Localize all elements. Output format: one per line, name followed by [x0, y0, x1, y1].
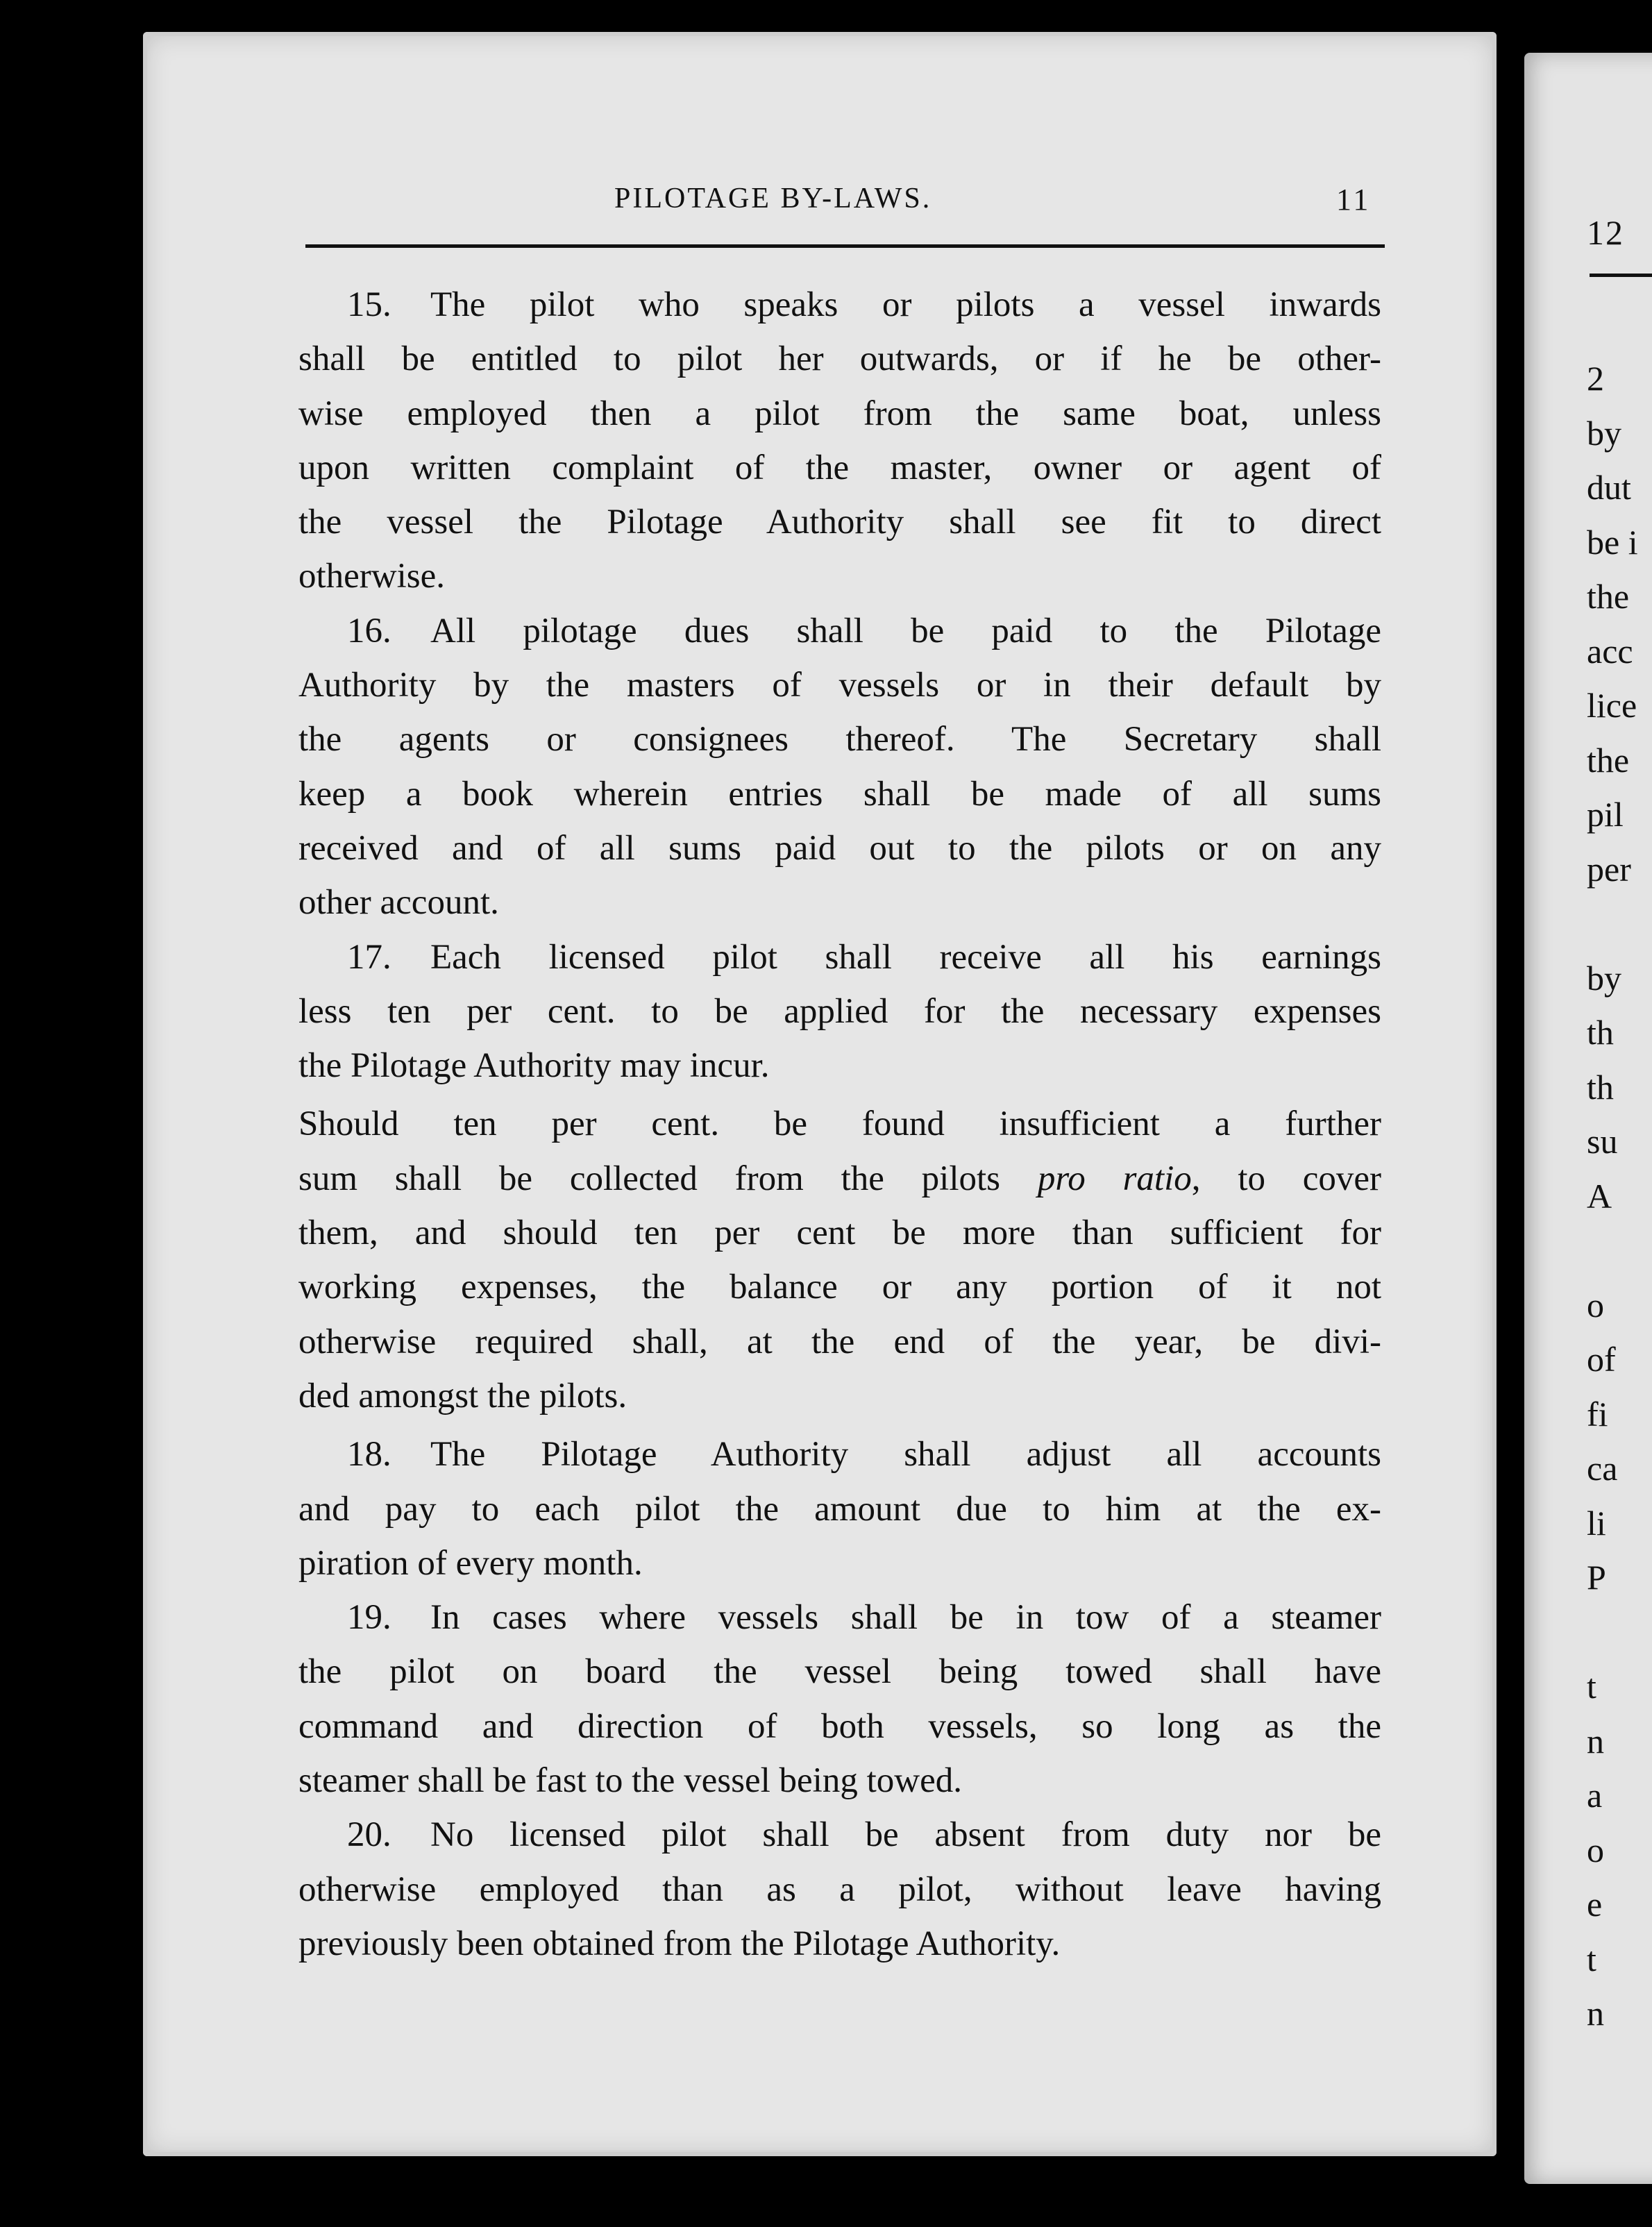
paragraph-number: 15.: [347, 285, 391, 324]
paragraph-line: command and direction of both vessels, so long as the: [298, 1706, 1381, 1746]
next-page-fragment: acc: [1587, 631, 1633, 671]
paragraph-line: and pay to each pilot the amount due to him at the ex-: [298, 1489, 1381, 1529]
paragraph-17-continued: [298, 1097, 1381, 1423]
paragraph-line: Authority by the masters of vessels or in their default by: [298, 666, 1381, 705]
next-page-fragment: the: [1587, 740, 1630, 780]
paragraph-line: The pilot who speaks or pilots a vessel inwards: [430, 285, 1381, 324]
paragraph-line: less ten per cent. to be applied for the necessary expenses: [298, 991, 1381, 1031]
italic-phrase: pro ratio: [1037, 1159, 1192, 1198]
paragraph-line: the agents or consignees thereof. The Secretary shall: [298, 720, 1381, 759]
paragraph-line: the vessel the Pilotage Authority shall see fit to direct: [298, 503, 1381, 542]
paragraph-line: shall be entitled to pilot her outwards, or if he be other-: [298, 339, 1381, 379]
running-head-title: PILOTAGE BY-LAWS.: [614, 183, 932, 215]
paragraph-17: [298, 930, 1381, 1093]
next-page-fragment: by: [1587, 958, 1621, 998]
paragraph-line: No licensed pilot shall be absent from duty nor be: [430, 1815, 1381, 1855]
paragraph-line: upon written complaint of the master, owner or agent of: [298, 448, 1381, 487]
next-page-fragment: t: [1587, 1667, 1596, 1706]
page-body: [298, 278, 1381, 1971]
next-page-fragment: dut: [1587, 468, 1631, 507]
next-page-rule: [1590, 274, 1652, 277]
paragraph-line: Should ten per cent. be found insufficient a further: [298, 1104, 1381, 1144]
paragraph-19: [298, 1590, 1381, 1808]
paragraph-16: [298, 604, 1381, 930]
next-page-fragment: by: [1587, 413, 1621, 453]
paragraph-line: ded amongst the pilots.: [298, 1376, 627, 1415]
paragraph-line: otherwise required shall, at the end of the year, be divi-: [298, 1322, 1381, 1361]
next-page-fragment: P: [1587, 1558, 1606, 1597]
next-page-edge: [1524, 53, 1652, 2184]
next-page-fragment: o: [1587, 1830, 1604, 1869]
next-page-fragment: lice: [1587, 686, 1637, 725]
paragraph-line: sum shall be collected from the pilots: [298, 1159, 1001, 1198]
next-page-number: 12: [1587, 213, 1624, 252]
paragraph-line: steamer shall be fast to the vessel being towed.: [298, 1761, 962, 1801]
next-page-fragment: A: [1587, 1176, 1612, 1216]
paragraph-number: 20.: [347, 1815, 391, 1855]
running-head: [441, 32, 1524, 275]
next-page-fragment: [1587, 1223, 1652, 1278]
next-page-fragment: th: [1587, 1067, 1614, 1107]
next-page-fragment: a: [1587, 1776, 1603, 1815]
next-page-fragment: 2: [1587, 359, 1604, 398]
paragraph-line: otherwise employed than as a pilot, without leave having: [298, 1869, 1381, 1909]
header-rule: [305, 244, 1385, 248]
next-page-fragment: ca: [1587, 1449, 1618, 1488]
paragraph-line: the Pilotage Authority may incur.: [298, 1046, 770, 1086]
next-page-fragment: th: [1587, 1013, 1614, 1052]
next-page-fragment: e: [1587, 1885, 1603, 1924]
paragraph-line: them, and should ten per cent be more than sufficient for: [298, 1213, 1381, 1253]
paragraph-line: received and of all sums paid out to the pilots or on any: [298, 828, 1381, 868]
paragraph-line: other account.: [298, 883, 499, 923]
next-page-fragment: n: [1587, 1994, 1604, 2033]
next-page-fragment: pil: [1587, 795, 1624, 834]
paragraph-line: Each licensed pilot shall receive all his earnings: [430, 937, 1381, 977]
paragraph-line-tail: , to cover: [1191, 1159, 1382, 1198]
paragraph-number: 16.: [347, 611, 391, 650]
paragraph-15: [298, 278, 1381, 604]
next-page-fragment: of: [1587, 1340, 1616, 1379]
next-page-fragment: fi: [1587, 1394, 1608, 1434]
next-page-fragment: li: [1587, 1503, 1606, 1543]
paragraph-number: 17.: [347, 937, 391, 977]
paragraph-line: piration of every month.: [298, 1543, 643, 1583]
next-page-fragment: [1587, 1605, 1652, 1660]
paragraph-line: The Pilotage Authority shall adjust all accounts: [430, 1435, 1381, 1474]
paragraph-line: working expenses, the balance or any portion of it not: [298, 1268, 1381, 1307]
next-page-fragment: t: [1587, 1939, 1596, 1978]
paragraph-line: previously been obtained from the Pilotage Authority.: [298, 1924, 1061, 1963]
paragraph-18: [298, 1427, 1381, 1590]
next-page-fragment: o: [1587, 1285, 1604, 1325]
next-page-fragment: [1587, 896, 1652, 951]
next-page-fragment: be i: [1587, 522, 1638, 562]
paragraph-number: 19.: [347, 1598, 391, 1638]
page-number: 11: [1336, 183, 1372, 217]
paragraph-20: [298, 1808, 1381, 1971]
next-page-fragment: the: [1587, 577, 1630, 616]
paragraph-line: All pilotage dues shall be paid to the Pilotage: [430, 611, 1381, 650]
paragraph-line: otherwise.: [298, 557, 446, 596]
next-page-fragment: per: [1587, 849, 1631, 889]
next-page-fragments: [1587, 351, 1652, 2041]
paragraph-line: In cases where vessels shall be in tow of a steamer: [430, 1598, 1381, 1638]
next-page-fragment: n: [1587, 1721, 1604, 1760]
next-page-fragment: su: [1587, 1122, 1618, 1161]
paragraph-number: 18.: [347, 1435, 391, 1474]
paragraph-line: wise employed then a pilot from the same boat, unless: [298, 394, 1381, 433]
paragraph-line: the pilot on board the vessel being towed shall have: [298, 1652, 1381, 1692]
paragraph-line: keep a book wherein entries shall be made of all sums: [298, 774, 1381, 814]
